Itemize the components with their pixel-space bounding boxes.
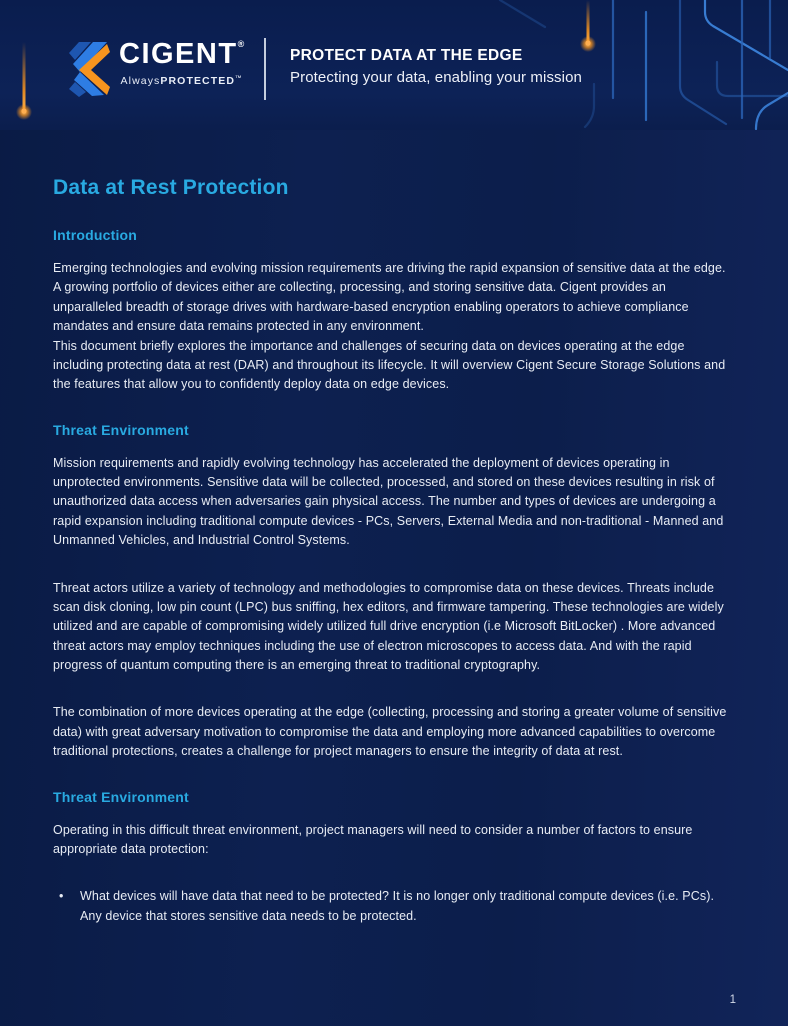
brand-name: CIGENT® [119, 38, 245, 70]
trademark-mark: ™ [235, 75, 243, 82]
bullet-text: What devices will have data that need to be protected? It is no longer only traditional compute devices (i.e. PCs). Any device that stores sensitive data needs to be protected. [80, 889, 715, 923]
header-subtitle: Protecting your data, enabling your mission [290, 69, 582, 86]
list-item [53, 887, 735, 926]
paragraph: The combination of more devices operating at the edge (collecting, processing and storing a greater volume of sensitive data) with great adversary motivation to compromise the data and employing more advanced capabilities to overcome traditional protections, creates a challenge for project managers to ensure the integrity of data at rest. [53, 705, 727, 759]
bullet-list [53, 887, 735, 926]
section-threat-environment-2 [53, 789, 735, 927]
cigent-wordmark [119, 40, 244, 87]
document-content [0, 130, 788, 926]
header-title: PROTECT DATA AT THE EDGE [290, 47, 523, 64]
orange-comet-left [23, 42, 26, 112]
header-copy [290, 47, 582, 86]
paragraph: Emerging technologies and evolving mission requirements are driving the rapid expansion of sensitive data at the edge. A growing portfolio of devices either are collecting, processing, and storing sensitive data. Cigent provides an unparalleled breadth of storage drives with hardware-based encryption enabling operators to achieve compliance mandates and ensure data remains protected in any environment. [53, 261, 726, 334]
paragraph: This document briefly explores the importance and challenges of securing data on devices operating at the edge including protecting data at rest (DAR) and throughout its lifecycle. It will overview Cigent Secure Storage Solutions and the features that allow you to confidently deploy data on edge devices. [53, 338, 726, 392]
section-threat-environment-1 [53, 422, 735, 762]
brand-tagline: AlwaysPROTECTED™ [120, 75, 243, 87]
bullet-icon: • [59, 889, 64, 904]
page-number: 1 [729, 994, 736, 1006]
section-introduction [53, 227, 735, 395]
paragraph: Mission requirements and rapidly evolving technology has accelerated the deployment of devices operating in unprotected environments. Sensitive data will be collected, processed, and stored on these devices resulting in risk of unauthorized data access when adversaries gain physical access. The number and types of devices are undergoing a rapid expansion including traditional compute devices - PCs, Servers, External Media and non-traditional - Manned and Unmanned Vehicles, and Industrial Control Systems. [53, 455, 724, 548]
section-heading: Threat Environment [53, 788, 189, 805]
page-header [0, 0, 788, 130]
paragraph: Operating in this difficult threat environment, project managers will need to consider a number of factors to ensure appropriate data protection: [53, 822, 693, 856]
section-heading: Threat Environment [53, 421, 189, 438]
section-heading: Introduction [53, 227, 138, 243]
cigent-logo [66, 40, 244, 103]
header-divider [264, 38, 266, 100]
document-title: Data at Rest Protection [53, 176, 289, 199]
registered-mark: ® [237, 39, 245, 49]
cigent-logo-icon [66, 40, 110, 103]
paragraph: Threat actors utilize a variety of technology and methodologies to compromise data on these devices. Threats include scan disk cloning, low pin count (LPC) bus sniffing, hex editors, and firmware tampering. These technologies are widely utilized and are capable of compromising widely utilized full drive encryption (i.e Microsoft BitLocker) . More advanced threat actors may employ techniques including the use of electron microscopes to access data. And with the rapid progress of quantum computing there is an emerging threat to traditional cryptography. [53, 580, 724, 672]
